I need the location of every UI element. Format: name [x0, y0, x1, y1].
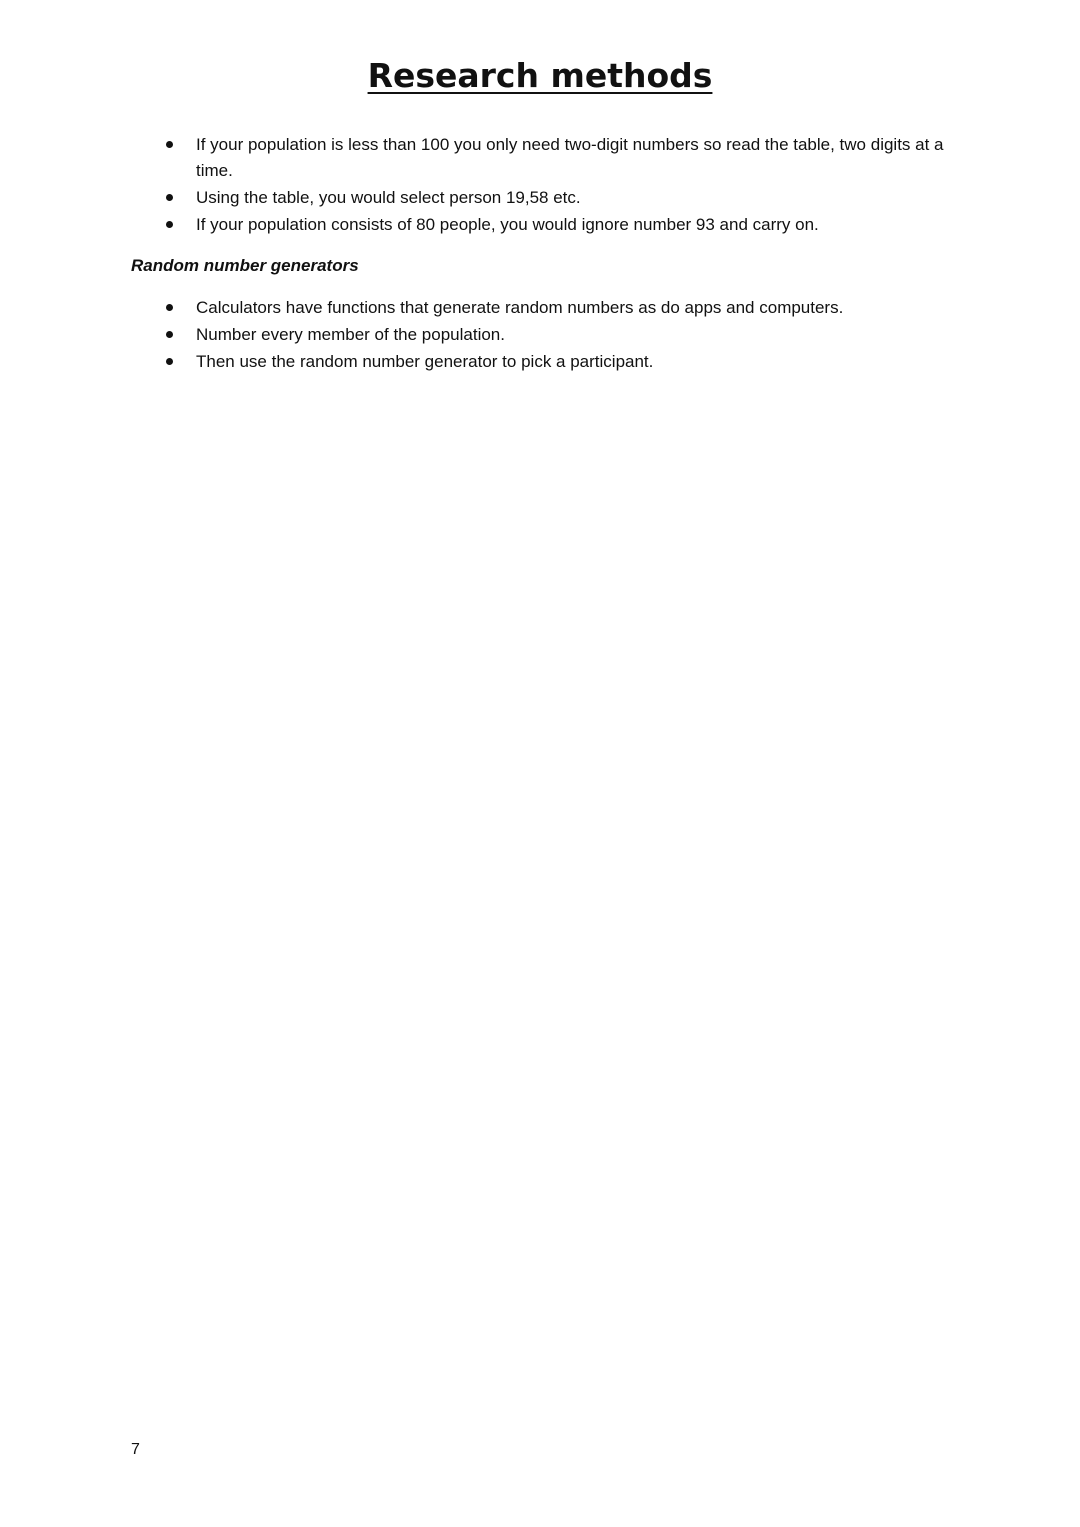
page-number: 7: [131, 1441, 140, 1458]
section-heading: Random number generators: [131, 256, 359, 275]
list-item: [196, 132, 956, 184]
list-item: [196, 349, 956, 375]
bullet-icon: [166, 358, 173, 365]
list-item-text: Number every member of the population.: [196, 325, 505, 344]
list-item-text: Using the table, you would select person 19,58 etc.: [196, 188, 581, 207]
list-item: [196, 212, 956, 238]
list-item-text: If your population is less than 100 you only need two-digit numbers so read the table, two digits at a time.: [196, 135, 944, 180]
list-item-text: If your population consists of 80 people, you would ignore number 93 and carry on.: [196, 215, 819, 234]
bullet-icon: [166, 221, 173, 228]
page-title: Research methods: [367, 56, 713, 95]
list-item: [196, 322, 956, 348]
bullet-icon: [166, 331, 173, 338]
random-generator-bullet-list: [196, 295, 956, 376]
bullet-icon: [166, 304, 173, 311]
intro-bullet-list: [196, 132, 956, 239]
list-item: [196, 295, 956, 321]
bullet-icon: [166, 141, 173, 148]
list-item-text: Then use the random number generator to pick a participant.: [196, 352, 654, 371]
list-item-text: Calculators have functions that generate random numbers as do apps and computers.: [196, 298, 844, 317]
list-item: [196, 185, 956, 211]
bullet-icon: [166, 194, 173, 201]
